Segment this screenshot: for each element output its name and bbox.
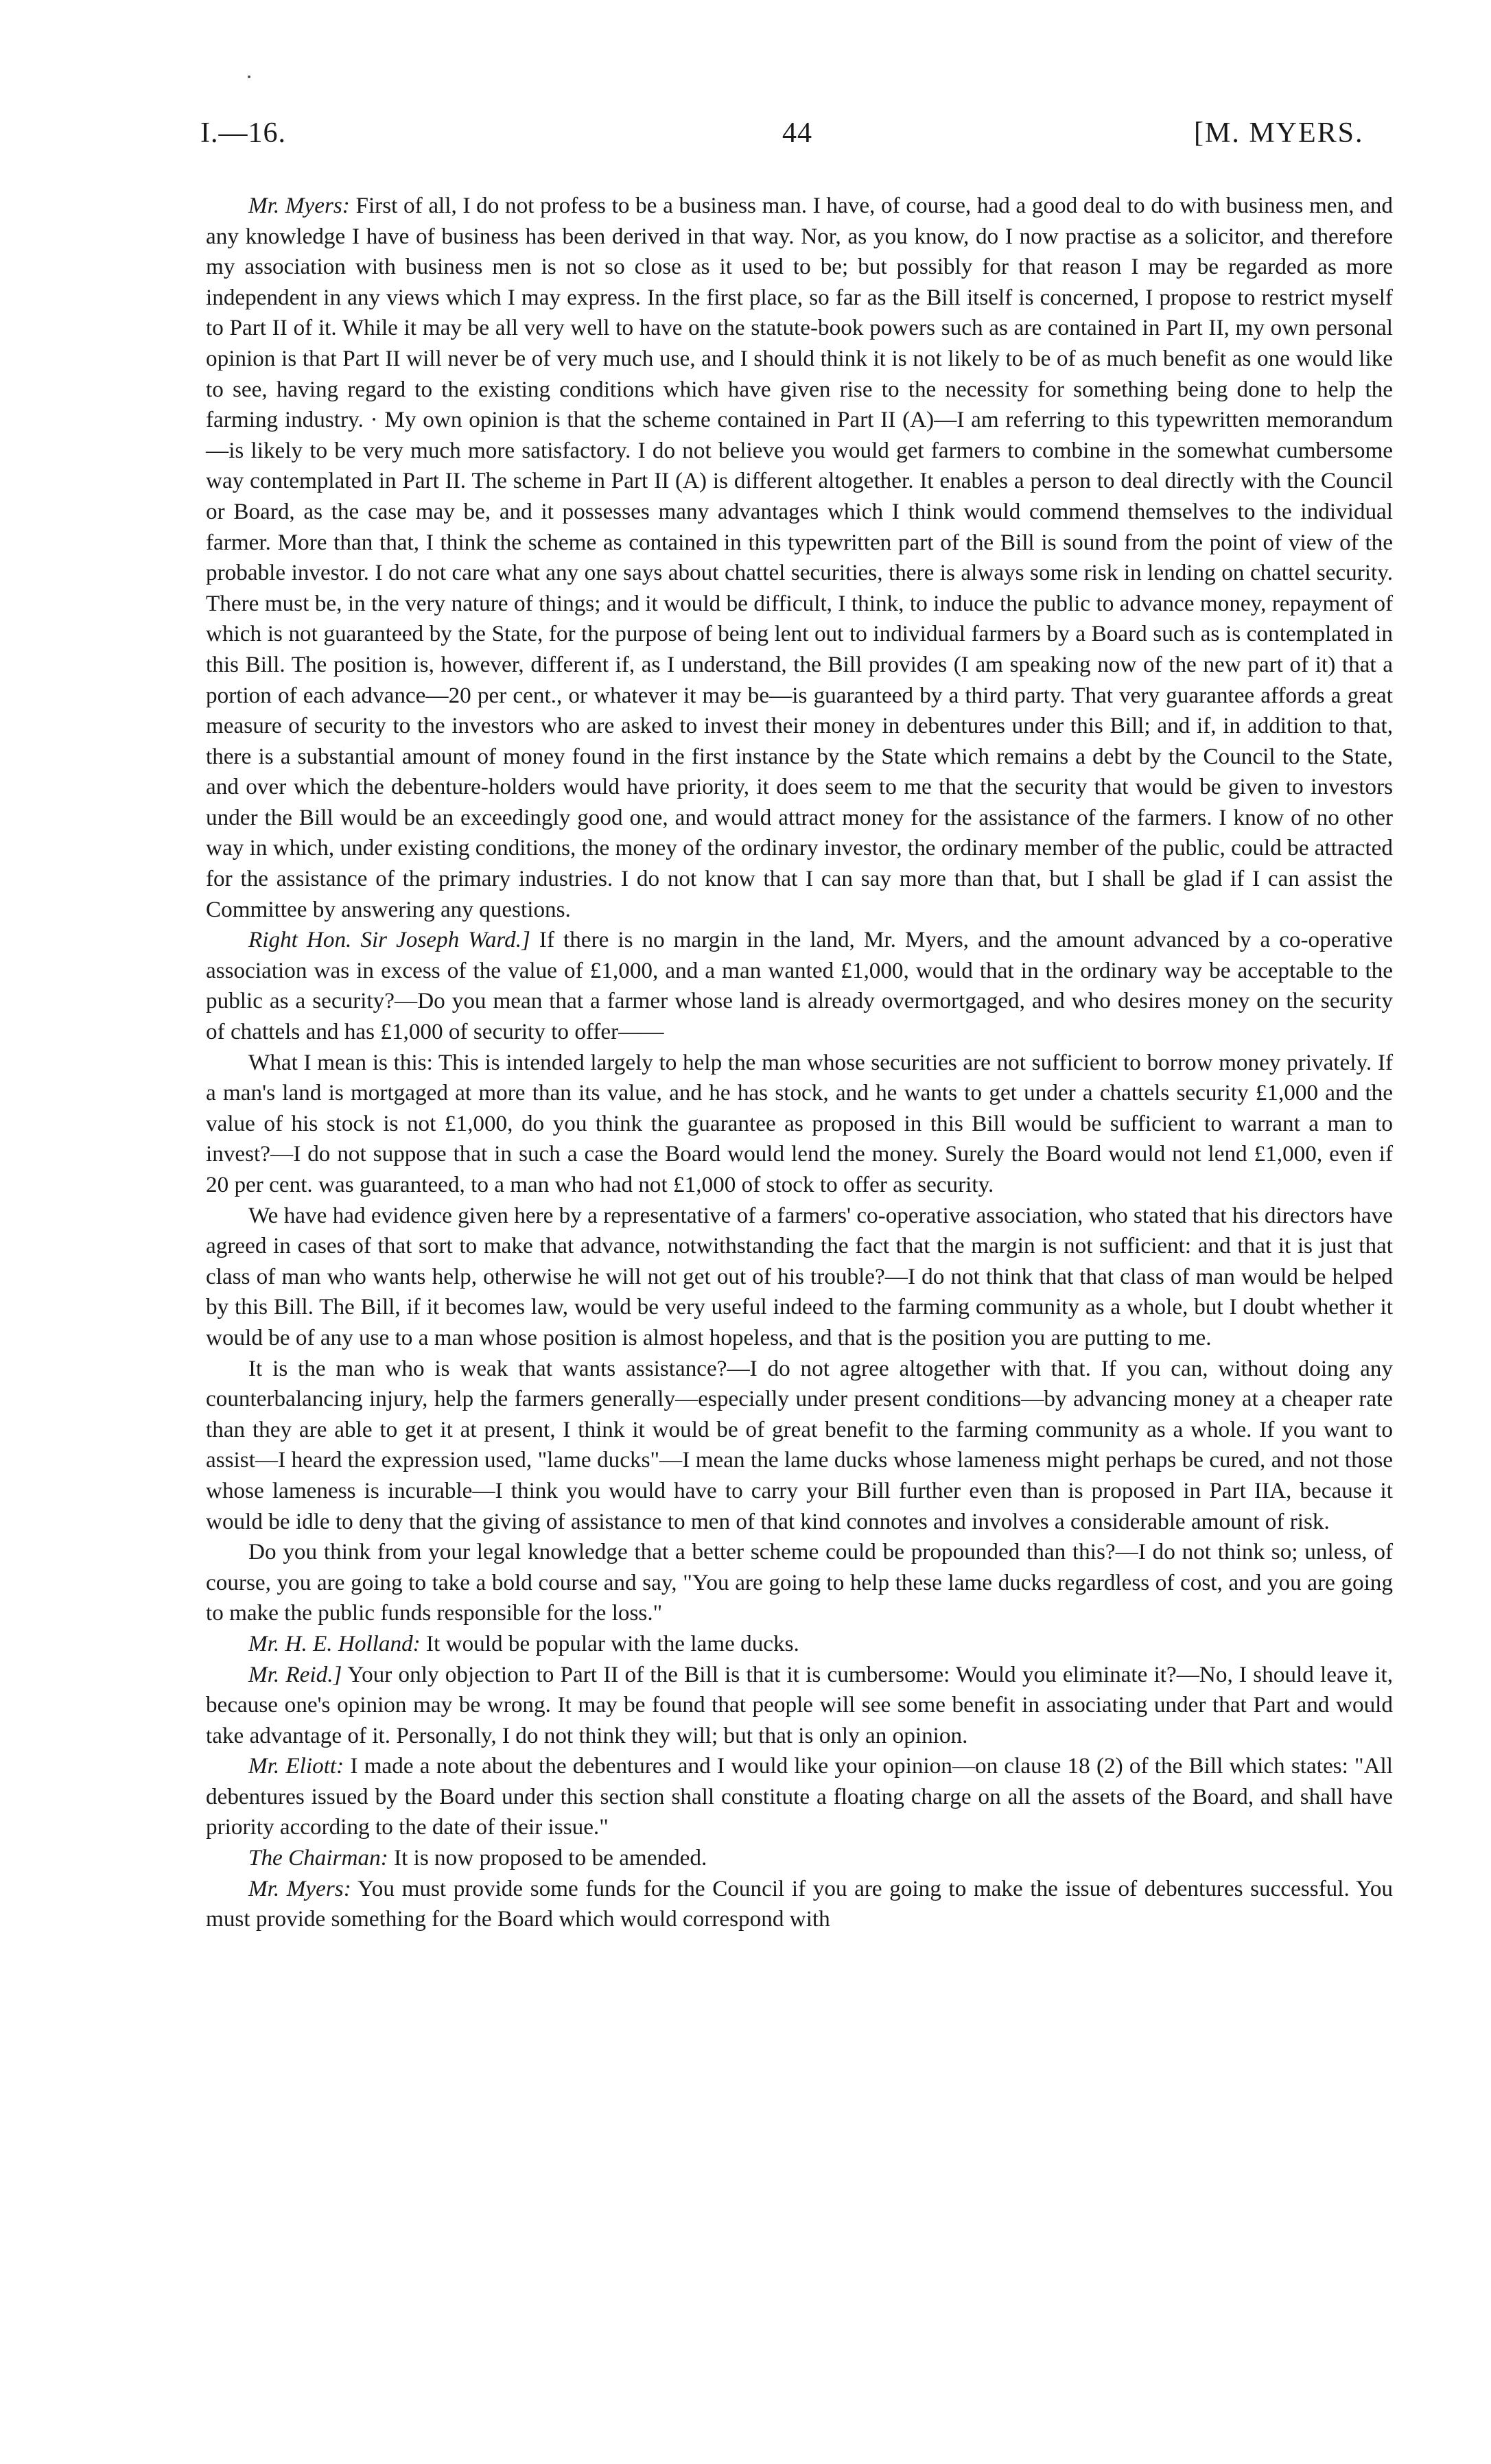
paragraph-text: I made a note about the debentures and I would like your opinion—on clause 18 (2) of the Bill which states: "All debentures issued by the Board under this section shall constitute a floating charge on all the assets of the Board, and shall have priority according to the date of their issue." [206,1753,1393,1840]
speaker-name: Mr. Myers: [248,1875,351,1901]
paragraph-text: You must provide some funds for the Council if you are going to make the issue of debentures successful. You must provide something for the Board which would correspond with [206,1875,1394,1932]
speaker-name: Mr. Myers: [248,193,350,218]
scan-speck [248,75,250,78]
paragraph-text: It is the man who is weak that wants assistance?—I do not agree altogether with that. If you can, without doing any counterbalancing injury, help the farmers generally—especially under present conditions—by advancing money at a cheaper rate than they are able to get it at present, I think it would be of great benefit to the farming community as a whole. If you want to assist—I heard the expression used, "lame ducks"—I mean the lame ducks whose lameness might perhaps be cured, and not those whose lameness is incurable—I think you would have to carry your Bill further even than is proposed in Part IIA, because it would be idle to deny that the giving of assistance to men of that kind connotes and involves a considerable amount of risk. [206,1355,1393,1534]
paragraph [206,1874,1393,1935]
speaker-name: Mr. Reid.] [248,1661,342,1687]
paragraph [206,1660,1393,1752]
paragraph-text: Your only objection to Part II of the Bill is that it is cumbersome: Would you eliminate it?—No, I should leave it, because one's opinion may be wrong. It may be found that people will see some benefit in associating under that Part and would take advantage of it. Personally, I do not think they will; but that is only an opinion. [206,1661,1393,1748]
paragraph [206,1354,1393,1538]
page-number: 44 [782,117,812,149]
paragraph [206,1201,1393,1354]
paragraph-text: If there is no margin in the land, Mr. Myers, and the amount advanced by a co-operative association was in excess of the value of £1,000, and a man wanted £1,000, would that in the ordinary way be acceptable to the public as a security?—Do you mean that a farmer whose land is already overmortgaged, and who desires money on the security of chattels and has £1,000 of security to offer—— [206,927,1394,1045]
paragraph-text: It is now proposed to be amended. [388,1845,707,1871]
speaker-name: Mr. H. E. Holland: [248,1630,421,1656]
evidence-body [206,191,1393,1935]
paragraph-text: We have had evidence given here by a representative of a farmers' co-operative association, who stated that his directors have agreed in cases of that sort to make that advance, notwithstanding the fact that the margin is not sufficient: and that it is just that class of man who wants help, otherwise he will not get out of his trouble?—I do not think that that class of man would be helped by this Bill. The Bill, if it becomes law, would be very useful indeed to the farming community as a whole, but I doubt whether it would be of any use to a man whose position is almost hopeless, and that is the position you are putting to me. [206,1202,1393,1350]
speaker-name: Right Hon. Sir Joseph Ward.] [248,927,530,953]
paragraph-text: First of all, I do not profess to be a business man. I have, of course, had a good deal to do with business men, and any knowledge I have of business has been derived in that way. Nor, as you know, do I now practise as a solicitor, and therefore my association with business men is not so close as it used to be; but possibly for that reason I may be regarded as more independent in any views which I may express. In the first place, so far as the Bill itself is concerned, I propose to restrict myself to Part II of it. While it may be all very well to have on the statute-book powers such as are contained in Part II, my own personal opinion is that Part II will never be of very much use, and I should think it is not likely to be of as much benefit as one would like to see, having regard to the existing conditions which have given rise to the necessity for something being done to help the farming industry. · My own opinion is that the scheme contained in Part II (A)—I am referring to this typewritten memorandum—is likely to be very much more satisfactory. I do not believe you would get farmers to combine in the somewhat cumbersome way contemplated in Part II. The scheme in Part II (A) is different altogether. It enables a person to deal directly with the Council or Board, as the case may be, and it possesses many advantages which I think would commend themselves to the individual farmer. More than that, I think the scheme as contained in this typewritten part of the Bill is sound from the point of view of the probable investor. I do not care what any one says about chattel securities, there is always some risk in lending on chattel security. There must be, in the very nature of things; and it would be difficult, I think, to induce the public to advance money, repayment of which is not guaranteed by the State, for the purpose of being lent out to individual farmers by a Board such as is contemplated in this Bill. The position is, however, different if, as I understand, the Bill provides (I am speaking now of the new part of it) that a portion of each advance—20 per cent., or whatever it may be—is guaranteed by a third party. That very guarantee affords a great measure of security to the investors who are asked to invest their money in debentures under this Bill; and if, in addition to that, there is a substantial amount of money found in the first instance by the State which remains a debt by the Council to the State, and over which the debenture-holders would have priority, it does seem to me that the security that would be given to investors under the Bill would be an exceedingly good one, and would attract money for the assistance of the farmers. I know of no other way in which, under existing conditions, the money of the ordinary investor, the ordinary member of the public, could be attracted for the assistance of the primary industries. I do not know that I can say more than that, but I shall be glad if I can assist the Committee by answering any questions. [206,193,1393,922]
paragraph-text: It would be popular with the lame ducks. [420,1630,799,1656]
paragraph-text: Do you think from your legal knowledge that a better scheme could be propounded than this?—I do not think so; unless, of course, you are going to take a bold course and say, "You are going to help these lame ducks regardless of cost, and you are going to make the public funds responsible for the loss." [206,1539,1393,1626]
speaker-name: Mr. Eliott: [248,1753,344,1779]
paragraph [206,1751,1393,1843]
paragraph [206,1629,1393,1660]
running-head-witness: [M. MYERS. [1194,117,1364,149]
paragraph [206,1843,1393,1874]
report-number: I.—16. [200,117,286,149]
speaker-name: The Chairman: [248,1845,388,1871]
paragraph-text: What I mean is this: This is intended largely to help the man whose securities are not sufficient to borrow money privately. If a man's land is mortgaged at more than its value, and he has stock, and he wants to get under a chattels security £1,000 and the value of his stock is not £1,000, do you think the guarantee as proposed in this Bill would be sufficient to warrant a man to invest?—I do not suppose that in such a case the Board would lend the money. Surely the Board would not lend £1,000, even if 20 per cent. was guaranteed, to a man who had not £1,000 of stock to offer as security. [206,1049,1393,1197]
paragraph [206,191,1393,925]
paragraph [206,1048,1393,1201]
paragraph [206,925,1393,1047]
paragraph [206,1537,1393,1629]
